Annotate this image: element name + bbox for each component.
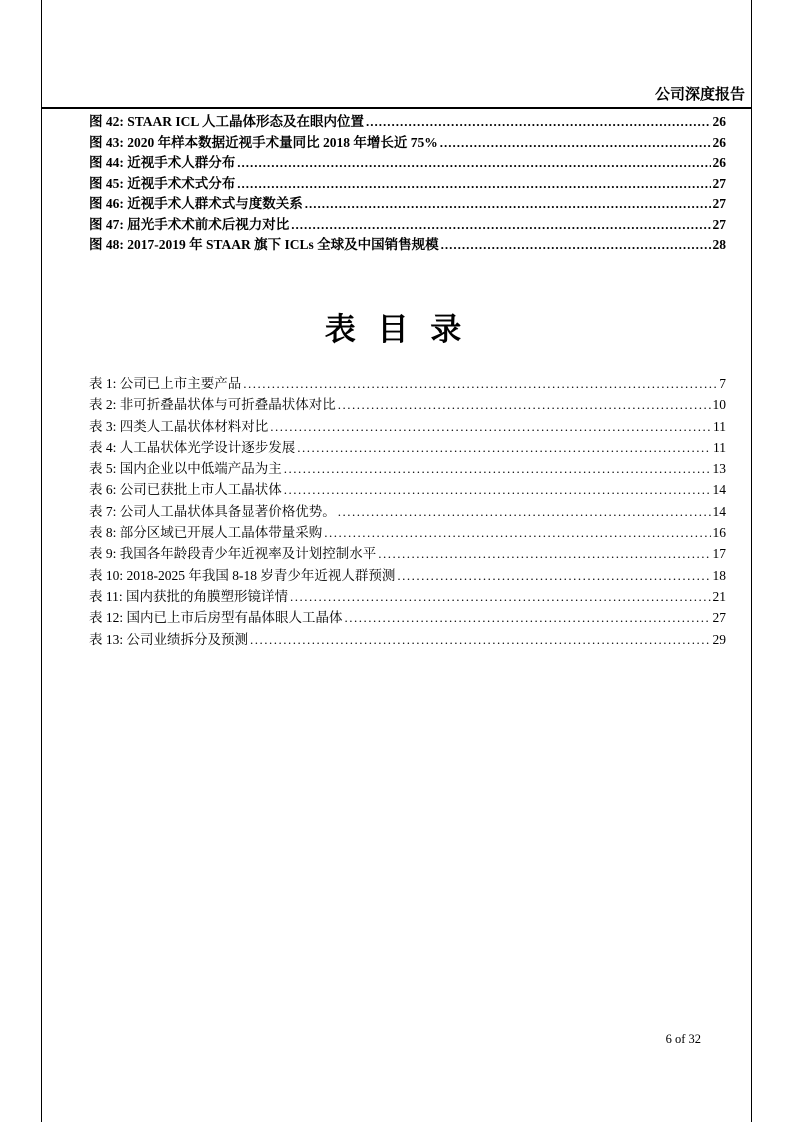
toc-page-number: 13 bbox=[712, 461, 726, 477]
toc-dot-leader bbox=[366, 112, 710, 133]
toc-dot-leader bbox=[250, 629, 710, 650]
toc-entry-tab5[interactable] bbox=[89, 458, 726, 479]
toc-dot-leader bbox=[237, 174, 710, 195]
toc-page-number: 18 bbox=[712, 567, 726, 583]
toc-dot-leader bbox=[397, 565, 710, 586]
toc-entry-fig48[interactable] bbox=[89, 235, 726, 256]
toc-entry-text: 表 2: 非可折叠晶状体与可折叠晶状体对比 bbox=[89, 397, 336, 413]
toc-dot-leader bbox=[243, 373, 717, 394]
toc-page-number: 7 bbox=[719, 376, 726, 391]
toc-entry-tab2[interactable] bbox=[89, 394, 726, 415]
toc-dot-leader bbox=[284, 458, 711, 479]
toc-page-number: 11 bbox=[713, 418, 726, 434]
toc-entry-text: 表 8: 部分区域已开展人工晶体带量采购 bbox=[89, 525, 323, 541]
toc-entry-fig47[interactable] bbox=[89, 215, 726, 236]
table-toc-list bbox=[89, 373, 726, 650]
toc-page-number: 27 bbox=[712, 216, 726, 232]
toc-entry-text: 表 9: 我国各年龄段青少年近视率及计划控制水平 bbox=[89, 546, 377, 562]
toc-entry-text: 图 45: 近视手术术式分布 bbox=[89, 175, 236, 191]
toc-entry-text: 图 47: 屈光手术术前术后视力对比 bbox=[89, 216, 290, 232]
toc-page-number: 28 bbox=[712, 237, 726, 252]
toc-dot-leader bbox=[338, 501, 711, 522]
toc-page-number: 27 bbox=[712, 196, 726, 211]
toc-entry-text: 图 42: STAAR ICL 人工晶体形态及在眼内位置 bbox=[89, 114, 365, 129]
header-divider bbox=[41, 107, 752, 109]
toc-entry-fig45[interactable] bbox=[89, 174, 726, 195]
toc-entry-tab10[interactable] bbox=[89, 565, 726, 586]
toc-page-number: 29 bbox=[712, 631, 726, 647]
toc-entry-tab11[interactable] bbox=[89, 586, 726, 607]
toc-entry-tab13[interactable] bbox=[89, 629, 726, 650]
toc-page-number: 26 bbox=[712, 155, 726, 170]
toc-entry-fig42[interactable] bbox=[89, 112, 726, 133]
toc-entry-text: 表 12: 国内已上市后房型有晶体眼人工晶体 bbox=[89, 610, 343, 626]
toc-page-number: 16 bbox=[712, 525, 726, 541]
toc-dot-leader bbox=[345, 607, 711, 628]
toc-entry-tab4[interactable] bbox=[89, 437, 726, 458]
toc-entry-text: 图 44: 近视手术人群分布 bbox=[89, 155, 236, 170]
toc-dot-leader bbox=[324, 522, 710, 543]
toc-dot-leader bbox=[441, 235, 711, 256]
toc-entry-text: 图 48: 2017-2019 年 STAAR 旗下 ICLs 全球及中国销售规模 bbox=[89, 237, 439, 252]
toc-entry-text: 表 11: 国内获批的角膜塑形镜详情 bbox=[89, 588, 288, 604]
report-type-label: 公司深度报告 bbox=[654, 87, 745, 103]
toc-entry-tab1[interactable] bbox=[89, 373, 726, 394]
toc-dot-leader bbox=[290, 586, 711, 607]
toc-dot-leader bbox=[378, 543, 710, 564]
toc-entry-text: 表 5: 国内企业以中低端产品为主 bbox=[89, 461, 282, 477]
toc-entry-tab6[interactable] bbox=[89, 479, 726, 500]
toc-entry-text: 表 1: 公司已上市主要产品 bbox=[89, 376, 242, 391]
toc-entry-text: 图 43: 2020 年样本数据近视手术量同比 2018 年增长近 75% bbox=[89, 134, 438, 150]
figure-toc-list bbox=[89, 112, 726, 256]
page-border-left bbox=[41, 0, 42, 1122]
toc-entry-tab7[interactable] bbox=[89, 501, 726, 522]
toc-page-number: 26 bbox=[712, 134, 726, 150]
toc-entry-tab3[interactable] bbox=[89, 416, 726, 437]
toc-entry-text: 表 3: 四类人工晶状体材料对比 bbox=[89, 418, 269, 434]
page-number: 6 of 32 bbox=[665, 1032, 701, 1046]
toc-entry-fig44[interactable] bbox=[89, 153, 726, 174]
toc-entry-tab12[interactable] bbox=[89, 607, 726, 628]
toc-entry-text: 表 10: 2018-2025 年我国 8-18 岁青少年近视人群预测 bbox=[89, 567, 396, 583]
toc-dot-leader bbox=[291, 215, 710, 236]
toc-entry-text: 表 4: 人工晶状体光学设计逐步发展 bbox=[89, 439, 296, 455]
toc-dot-leader bbox=[270, 416, 711, 437]
page-footer bbox=[41, 1032, 701, 1047]
toc-dot-leader bbox=[338, 394, 711, 415]
toc-page-number: 26 bbox=[712, 114, 726, 129]
toc-page-number: 11 bbox=[713, 439, 726, 455]
toc-entry-tab8[interactable] bbox=[89, 522, 726, 543]
toc-entry-text: 表 6: 公司已获批上市人工晶状体 bbox=[89, 482, 282, 498]
toc-entry-text: 表 7: 公司人工晶状体具备显著价格优势。 bbox=[89, 503, 336, 519]
toc-page-number: 27 bbox=[712, 175, 726, 191]
toc-entry-text: 图 46: 近视手术人群术式与度数关系 bbox=[89, 196, 303, 211]
toc-page-number: 17 bbox=[712, 546, 726, 562]
toc-page-number: 14 bbox=[712, 482, 726, 498]
toc-page-number: 10 bbox=[712, 397, 726, 413]
toc-dot-leader bbox=[440, 133, 711, 154]
toc-dot-leader bbox=[297, 437, 711, 458]
toc-entry-text: 表 13: 公司业绩拆分及预测 bbox=[89, 631, 249, 647]
toc-entry-tab9[interactable] bbox=[89, 543, 726, 564]
toc-page-number: 14 bbox=[712, 503, 726, 519]
toc-dot-leader bbox=[305, 194, 711, 215]
toc-entry-fig46[interactable] bbox=[89, 194, 726, 215]
table-toc-heading: 表 目 录 bbox=[324, 312, 469, 347]
toc-page-number: 21 bbox=[712, 588, 726, 604]
page-border-right bbox=[751, 0, 752, 1122]
toc-page-number: 27 bbox=[712, 610, 726, 626]
toc-entry-fig43[interactable] bbox=[89, 133, 726, 154]
toc-dot-leader bbox=[284, 479, 711, 500]
toc-dot-leader bbox=[237, 153, 710, 174]
